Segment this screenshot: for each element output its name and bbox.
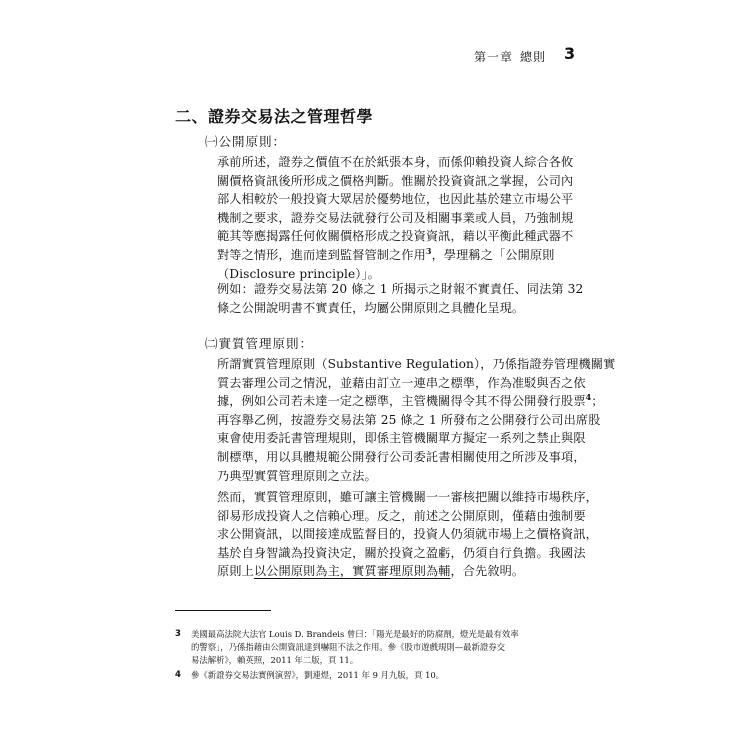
text-fragment: 據，例如公司若未達一定之標準，主管機關得令其不得公開發行股票 bbox=[217, 394, 586, 409]
text-fragment: ，合先敘明。 bbox=[450, 564, 525, 579]
paragraph-comparison bbox=[217, 488, 598, 581]
text-fragment: 對等之情形，進而達到監督管制之作用 bbox=[217, 247, 426, 262]
text-line: 部人相較於一般投資大眾居於優勢地位，也因此基於建立市場公平 bbox=[217, 192, 574, 207]
footnote-ref-3[interactable]: 3 bbox=[425, 245, 432, 256]
page-number: 3 bbox=[564, 44, 576, 63]
footnote-divider bbox=[175, 610, 271, 611]
paragraph-disclosure-example bbox=[217, 280, 595, 317]
text-line: 範其等應揭露任何攸關價格形成之投資資訊，藉以平衡此種武器不 bbox=[217, 229, 574, 244]
text-line: 的警察」，乃係指藉由公開資訊達到嚇阻不法之作用。參《股市遊戲規則—最新證券交 bbox=[191, 641, 506, 652]
text-line bbox=[217, 246, 595, 265]
text-line: 然而，實質管理原則，雖可讓主管機關一一審核把關以維持市場秩序， bbox=[217, 490, 598, 504]
footnote-number: 4 bbox=[175, 670, 181, 680]
text-fragment: ，學理稱之「公開原則 bbox=[431, 247, 555, 262]
text-line: 承前所述，證券之價值不在於紙張本身，而係仰賴投資人綜合各攸 bbox=[217, 155, 574, 169]
text-line: 基於自身智識為投資決定，關於投資之盈虧，仍須自行負擔。我國法 bbox=[217, 545, 586, 560]
text-line: 條之公開說明書不實責任，均屬公開原則之具體化呈現。 bbox=[217, 300, 525, 315]
text-line: 所謂實質管理原則（Substantive Regulation），乃係指證券管理機關實 bbox=[217, 357, 616, 371]
text-line: （Disclosure principle）」。 bbox=[217, 266, 380, 281]
paragraph-substantive-regulation bbox=[217, 355, 616, 485]
footnote-number: 3 bbox=[175, 629, 181, 639]
text-line: 質去審理公司之情況，並藉由訂立一連串之標準，作為准駁與否之依 bbox=[217, 375, 586, 390]
text-line: 參《新證券交易法實例演習》，劉連煜，2011 年 9 月九版，頁 10。 bbox=[191, 670, 445, 680]
text-line: 關價格資訊後所形成之價格判斷。惟關於投資資訊之掌握，公司內 bbox=[217, 173, 574, 188]
text-line: 例如：證券交易法第 20 條之 1 所揭示之財報不實責任、同法第 32 bbox=[217, 282, 584, 296]
text-line: 美國最高法院大法官 Louis D. Brandeis 曾曰：「陽光是最好的防腐劑，燈光是最有效率 bbox=[191, 629, 519, 639]
text-line bbox=[217, 562, 595, 581]
text-line: 卻易形成投資人之信賴心理。反之，前述之公開原則，僅藉由強制要 bbox=[217, 508, 586, 523]
subheading-disclosure-principle: ㈠公開原則： bbox=[205, 134, 287, 149]
footnote-text bbox=[191, 669, 591, 682]
header-title: 總則 bbox=[520, 50, 547, 64]
text-line: 求公開資訊，以間接達成監督目的，投資人仍須就市場上之價格資訊， bbox=[217, 527, 598, 542]
text-fragment: 原則上 bbox=[217, 564, 254, 579]
text-line: 機制之要求，證券交易法就發行公司及相關事業或人員，乃強制規 bbox=[217, 210, 574, 225]
text-line: 乃典型實質管理原則之立法。 bbox=[217, 468, 377, 483]
paragraph-disclosure-principle bbox=[217, 153, 595, 283]
text-line: 制標準，用以具體規範公開發行公司委託書相關使用之所涉及事項， bbox=[217, 449, 586, 464]
text-line bbox=[217, 392, 604, 411]
header-chapter: 第一章 bbox=[474, 50, 514, 64]
footnote-text bbox=[191, 628, 591, 666]
text-line: 東會使用委託書管理規則，即係主管機關單方擬定一系列之禁止與限 bbox=[217, 431, 586, 446]
text-line: 易法解析》，賴英照，2011 年二版，頁 11。 bbox=[191, 654, 359, 665]
underlined-emphasis: 以公開原則為主，實質審理原則為輔 bbox=[253, 564, 451, 579]
text-line: 再容舉乙例，按證券交易法第 25 條之 1 所發布之公開發行公司出席股 bbox=[217, 412, 601, 427]
running-header bbox=[474, 44, 584, 66]
text-fragment: ； bbox=[591, 394, 604, 409]
section-title: 二、證券交易法之管理哲學 bbox=[175, 107, 374, 126]
footnote-ref-4[interactable]: 4 bbox=[585, 392, 592, 403]
subheading-substantive-regulation: ㈡實質管理原則： bbox=[205, 336, 314, 351]
